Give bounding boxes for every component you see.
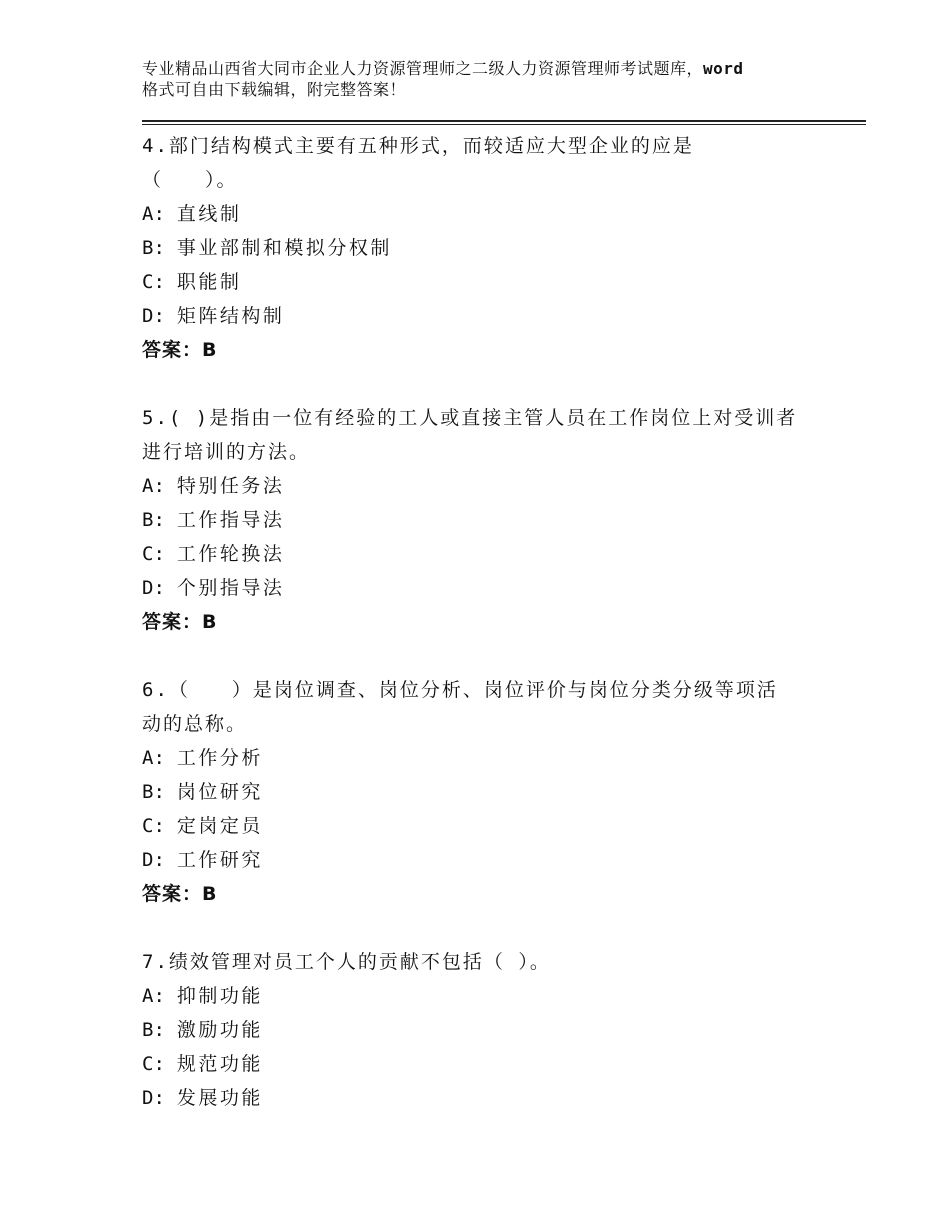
question-stem-line: （ ）。 <box>142 169 238 191</box>
question-stem-line: 7.绩效管理对员工个人的贡献不包括（ ）。 <box>142 951 551 973</box>
option-key: C: <box>142 271 165 293</box>
option-text: 直线制 <box>176 203 242 225</box>
option-text: 工作研究 <box>176 849 263 871</box>
option-item <box>142 231 842 265</box>
option-text: 激励功能 <box>176 1019 263 1041</box>
option-item <box>142 503 842 537</box>
option-item <box>142 537 842 571</box>
option-key: C: <box>142 543 165 565</box>
option-item <box>142 299 842 333</box>
option-text: 规范功能 <box>176 1053 263 1075</box>
option-key: B: <box>142 781 165 803</box>
answer-label: 答案：B <box>142 611 218 633</box>
header-format-word: word <box>703 59 744 78</box>
option-item <box>142 1081 842 1115</box>
question-block <box>142 129 842 367</box>
option-item <box>142 571 842 605</box>
question-stem-line: 进行培训的方法。 <box>142 441 311 463</box>
option-item <box>142 979 842 1013</box>
option-text: 事业部制和模拟分权制 <box>176 237 392 259</box>
option-item <box>142 1013 842 1047</box>
option-key: D: <box>142 849 165 871</box>
header-divider-thick <box>142 120 866 122</box>
option-text: 矩阵结构制 <box>176 305 285 327</box>
question-block <box>142 945 842 1115</box>
option-text: 抑制功能 <box>176 985 263 1007</box>
option-key: C: <box>142 1053 165 1075</box>
option-item <box>142 741 842 775</box>
option-item <box>142 469 842 503</box>
option-key: A: <box>142 985 165 1007</box>
question-stem-line: 6.（ ）是岗位调查、岗位分析、岗位评价与岗位分类分级等项活 <box>142 679 778 701</box>
option-item <box>142 1047 842 1081</box>
header-divider-thin <box>142 124 866 125</box>
option-text: 个别指导法 <box>176 577 285 599</box>
question-block <box>142 673 842 911</box>
option-text: 定岗定员 <box>176 815 263 837</box>
answer-label: 答案：B <box>142 883 218 905</box>
question-block <box>142 401 842 639</box>
option-text: 职能制 <box>176 271 242 293</box>
option-key: A: <box>142 747 165 769</box>
option-key: C: <box>142 815 165 837</box>
option-text: 发展功能 <box>176 1087 263 1109</box>
option-key: B: <box>142 509 165 531</box>
question-stem-line: 动的总称。 <box>142 713 248 735</box>
document-header <box>142 58 842 100</box>
option-text: 岗位研究 <box>176 781 263 803</box>
option-item <box>142 265 842 299</box>
option-text: 工作分析 <box>176 747 263 769</box>
question-stem-line: 4.部门结构模式主要有五种形式，而较适应大型企业的应是 <box>142 135 694 157</box>
option-key: A: <box>142 203 165 225</box>
header-line-1 <box>142 58 842 79</box>
option-item <box>142 843 842 877</box>
option-key: D: <box>142 1087 165 1109</box>
question-stem-line: 5.( )是指由一位有经验的工人或直接主管人员在工作岗位上对受训者 <box>142 407 798 429</box>
option-text: 工作轮换法 <box>176 543 285 565</box>
header-title-text: 专业精品山西省大同市企业人力资源管理师之二级人力资源管理师考试题库， <box>142 59 704 78</box>
header-line-2: 格式可自由下载编辑，附完整答案！ <box>142 80 407 99</box>
option-item <box>142 775 842 809</box>
option-key: D: <box>142 305 165 327</box>
option-text: 特别任务法 <box>176 475 285 497</box>
option-key: B: <box>142 1019 165 1041</box>
option-item <box>142 809 842 843</box>
answer-label: 答案：B <box>142 339 218 361</box>
option-key: D: <box>142 577 165 599</box>
option-item <box>142 197 842 231</box>
question-list <box>142 129 842 1149</box>
option-text: 工作指导法 <box>176 509 285 531</box>
option-key: B: <box>142 237 165 259</box>
option-key: A: <box>142 475 165 497</box>
